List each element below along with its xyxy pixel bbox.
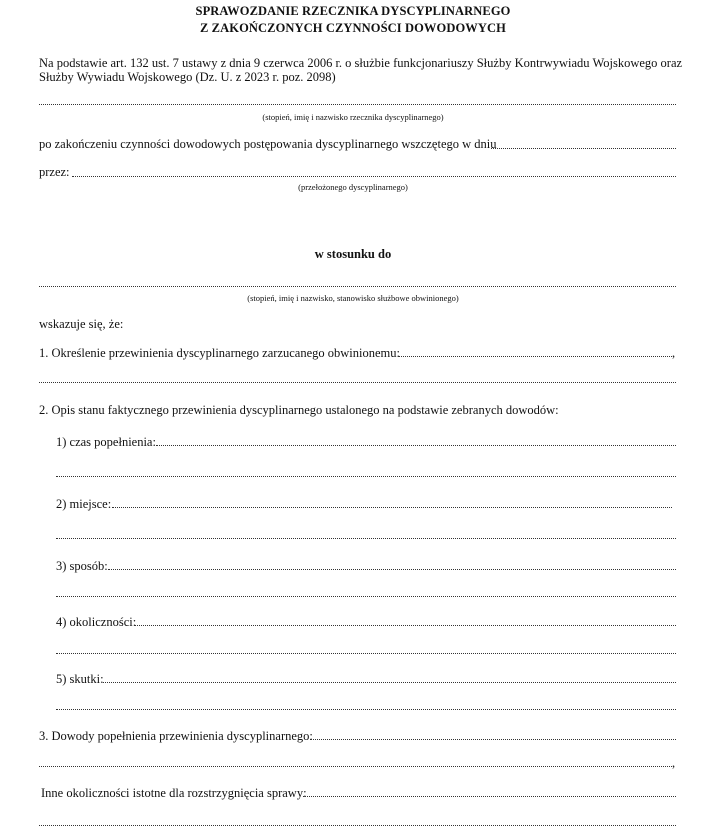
legal-basis-line-2: Służby Wywiadu Wojskowego (Dz. U. z 2023 r. poz. 2098) — [39, 70, 336, 84]
other-circumstances-field[interactable] — [303, 796, 676, 797]
item3-trailing-comma: , — [672, 756, 676, 770]
in-relation-to-heading: w stosunku do — [314, 247, 392, 261]
sub-item-method-label: 3) sposób: — [56, 559, 108, 573]
legal-basis-line-1: Na podstawie art. 132 ust. 7 ustawy z dnia 9 czerwca 2006 r. o służbie funkcjonariuszy Służby Kontrwywiadu Wojskowego oraz — [39, 56, 683, 70]
item1-field[interactable] — [398, 356, 672, 357]
sub-item-place-field[interactable] — [112, 507, 672, 508]
caption-ombudsman: (stopień, imię i nazwisko rzecznika dyscyplinarnego) — [262, 112, 444, 122]
indicates-that-label: wskazuje się, że: — [39, 317, 124, 331]
accused-field[interactable] — [39, 286, 676, 287]
by-label: przez: — [39, 165, 70, 179]
sub-item-time-field-line-2[interactable] — [56, 476, 676, 477]
item3-field-line-2[interactable] — [39, 766, 672, 767]
item2-label: 2. Opis stanu faktycznego przewinienia dyscyplinarnego ustalonego na podstawie zebranych dowodów: — [39, 403, 559, 417]
sub-item-method-field-line-2[interactable] — [56, 596, 676, 597]
item3-field[interactable] — [310, 739, 676, 740]
sub-item-method-field[interactable] — [108, 569, 676, 570]
superior-field[interactable] — [72, 176, 676, 177]
sub-item-circumstances-label: 4) okoliczności: — [56, 615, 137, 629]
caption-accused: (stopień, imię i nazwisko, stanowisko służbowe obwinionego) — [247, 293, 459, 303]
sub-item-circumstances-field-line-2[interactable] — [56, 653, 676, 654]
caption-superior: (przełożonego dyscyplinarnego) — [298, 182, 408, 192]
sub-item-time-label: 1) czas popełnienia: — [56, 435, 156, 449]
sub-item-place-label: 2) miejsce: — [56, 497, 112, 511]
ombudsman-field[interactable] — [39, 104, 676, 105]
sub-item-effects-field-line-2[interactable] — [56, 709, 676, 710]
sub-item-effects-field[interactable] — [103, 682, 676, 683]
after-proceedings-label: po zakończeniu czynności dowodowych postępowania dyscyplinarnego wszczętego w dniu — [39, 137, 497, 151]
sub-item-time-field[interactable] — [156, 445, 676, 446]
title-line-1: SPRAWOZDANIE RZECZNIKA DYSCYPLINARNEGO — [195, 4, 511, 18]
other-circumstances-label: Inne okoliczności istotne dla rozstrzygnięcia sprawy: — [41, 786, 307, 800]
item3-label: 3. Dowody popełnienia przewinienia dyscyplinarnego: — [39, 729, 313, 743]
other-circumstances-field-line-2[interactable] — [39, 825, 676, 826]
sub-item-place-field-line-2[interactable] — [56, 538, 676, 539]
item1-label: 1. Określenie przewinienia dyscyplinarnego zarzucanego obwinionemu: — [39, 346, 400, 360]
sub-item-effects-label: 5) skutki: — [56, 672, 104, 686]
title-line-2: Z ZAKOŃCZONYCH CZYNNOŚCI DOWODOWYCH — [200, 21, 506, 35]
sub-item-circumstances-field[interactable] — [135, 625, 676, 626]
proceedings-date-field[interactable] — [491, 148, 676, 149]
item1-trailing-comma: , — [672, 346, 676, 360]
item1-field-line-2[interactable] — [39, 382, 676, 383]
